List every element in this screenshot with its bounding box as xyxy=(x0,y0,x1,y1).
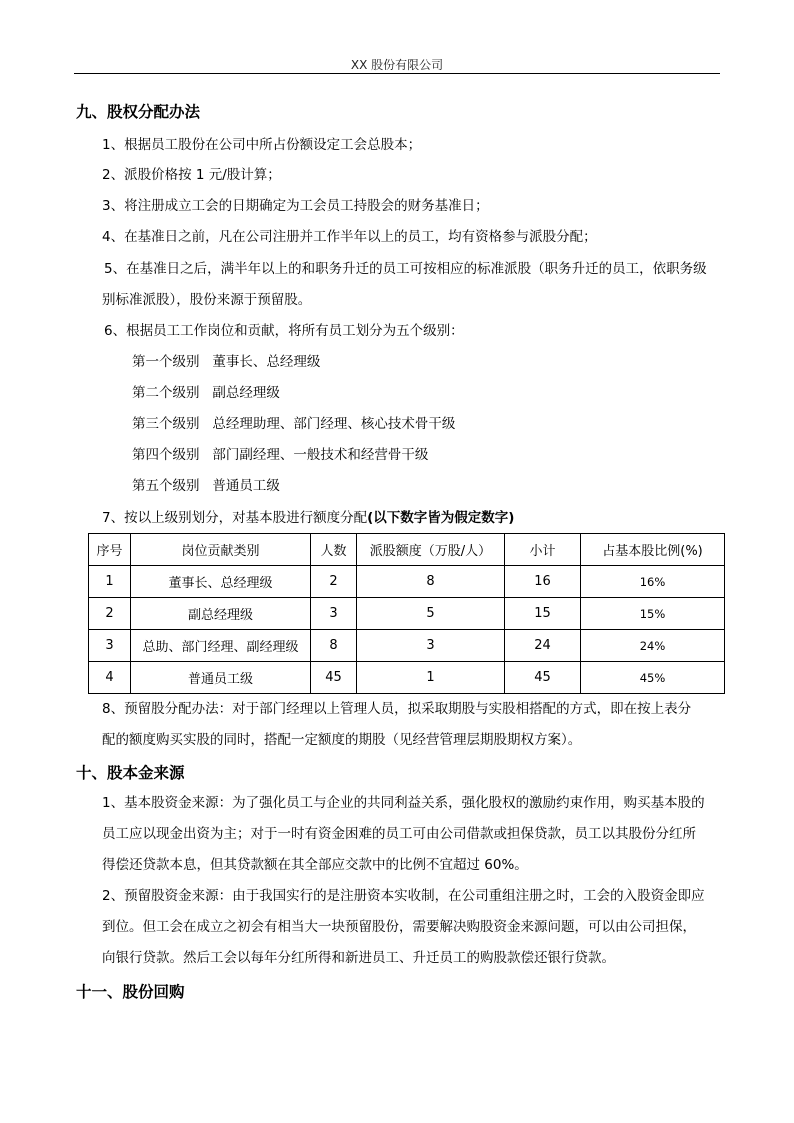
table-cell: 普通员工级 xyxy=(131,662,311,694)
table-cell: 董事长、总经理级 xyxy=(131,566,311,598)
item-8-line-1: 8、预留股分配办法：对于部门经理以上管理人员，拟采取期股与实股相搭配的方式，即在按上表分 xyxy=(102,701,692,717)
table-cell: 5 xyxy=(357,598,505,630)
table-header-cell: 序号 xyxy=(89,534,131,566)
item-8-line-2: 配的额度购买实股的同时，搭配一定额度的期股（见经营管理层期股期权方案）。 xyxy=(102,732,582,748)
item-7 xyxy=(102,508,514,528)
table-cell: 3 xyxy=(89,630,131,662)
table-cell: 8 xyxy=(311,630,357,662)
level-desc: 总经理助理、部门经理、核心技术骨干级 xyxy=(212,416,456,432)
table-cell: 24% xyxy=(581,630,725,662)
table-cell: 4 xyxy=(89,662,131,694)
level-name: 第一个级别 xyxy=(132,354,200,370)
table-header-cell: 人数 xyxy=(311,534,357,566)
table-cell: 1 xyxy=(89,566,131,598)
funding-1-line-3: 得偿还贷款本息，但其贷款额在其全部应交款中的比例不宜超过 60%。 xyxy=(102,857,528,873)
level-1 xyxy=(132,352,320,372)
item-4: 4、在基准日之前，凡在公司注册并工作半年以上的员工，均有资格参与派股分配； xyxy=(102,229,597,245)
table-row xyxy=(89,566,725,598)
level-2 xyxy=(132,383,280,403)
item-7-text: 7、按以上级别划分，对基本股进行额度分配 xyxy=(102,510,368,526)
item-5-line-1: 5、在基准日之后，满半年以上的和职务升迁的员工可按相应的标准派股（职务升迁的员工，依职务级 xyxy=(104,261,707,277)
item-7-note: (以下数字皆为假定数字) xyxy=(367,510,515,526)
table-cell: 3 xyxy=(357,630,505,662)
table-cell: 45 xyxy=(505,662,581,694)
item-3: 3、将注册成立工会的日期确定为工会员工持股会的财务基准日； xyxy=(102,198,489,214)
level-4 xyxy=(132,445,428,465)
table-header-cell: 岗位贡献类别 xyxy=(131,534,311,566)
funding-1-line-1: 1、基本股资金来源：为了强化员工与企业的共同利益关系，强化股权的激励约束作用，购买基本股的 xyxy=(102,795,705,811)
level-5 xyxy=(132,476,280,496)
table-row xyxy=(89,630,725,662)
section-10-heading: 十、股本金来源 xyxy=(76,764,185,782)
table-cell: 2 xyxy=(311,566,357,598)
funding-1-line-2: 员工应以现金出资为主；对于一时有资金困难的员工可由公司借款或担保贷款，员工以其股份分红所 xyxy=(102,826,696,842)
funding-2-line-3: 向银行贷款。然后工会以每年分红所得和新进员工、升迁员工的购股款偿还银行贷款。 xyxy=(102,950,615,966)
table-cell: 24 xyxy=(505,630,581,662)
page-header: XX 股份有限公司 xyxy=(350,58,444,72)
table-header-row xyxy=(89,534,725,566)
table-header-cell: 派股额度（万股/人） xyxy=(357,534,505,566)
table-cell: 8 xyxy=(357,566,505,598)
table-cell: 2 xyxy=(89,598,131,630)
share-allocation-table xyxy=(88,533,725,694)
item-5-line-2: 别标准派股），股份来源于预留股。 xyxy=(102,292,312,308)
section-9-heading: 九、股权分配办法 xyxy=(76,103,201,121)
table-header-cell: 占基本股比例(%) xyxy=(581,534,725,566)
table-row xyxy=(89,598,725,630)
level-desc: 副总经理级 xyxy=(212,385,280,401)
header-divider xyxy=(74,73,720,74)
table-cell: 总助、部门经理、副经理级 xyxy=(131,630,311,662)
table-cell: 45 xyxy=(311,662,357,694)
item-6: 6、根据员工工作岗位和贡献，将所有员工划分为五个级别： xyxy=(104,323,464,339)
level-3 xyxy=(132,414,455,434)
level-desc: 董事长、总经理级 xyxy=(212,354,321,370)
table-cell: 3 xyxy=(311,598,357,630)
table-cell: 16 xyxy=(505,566,581,598)
table-cell: 15% xyxy=(581,598,725,630)
table-cell: 16% xyxy=(581,566,725,598)
level-name: 第三个级别 xyxy=(132,416,200,432)
table-row xyxy=(89,662,725,694)
table-cell: 副总经理级 xyxy=(131,598,311,630)
table-cell: 15 xyxy=(505,598,581,630)
table-header-cell: 小计 xyxy=(505,534,581,566)
item-2: 2、派股价格按 1 元/股计算； xyxy=(102,167,281,183)
section-11-heading: 十一、股份回购 xyxy=(76,983,185,1001)
level-name: 第四个级别 xyxy=(132,447,200,463)
level-desc: 普通员工级 xyxy=(212,478,280,494)
level-name: 第五个级别 xyxy=(132,478,200,494)
table-cell: 1 xyxy=(357,662,505,694)
level-name: 第二个级别 xyxy=(132,385,200,401)
level-desc: 部门副经理、一般技术和经营骨干级 xyxy=(212,447,429,463)
item-1: 1、根据员工股份在公司中所占份额设定工会总股本； xyxy=(102,137,422,153)
funding-2-line-2: 到位。但工会在成立之初会有相当大一块预留股份，需要解决购股资金来源问题，可以由公司担保， xyxy=(102,919,696,935)
funding-2-line-1: 2、预留股资金来源：由于我国实行的是注册资本实收制，在公司重组注册之时，工会的入股资金即应 xyxy=(102,888,705,904)
table-cell: 45% xyxy=(581,662,725,694)
